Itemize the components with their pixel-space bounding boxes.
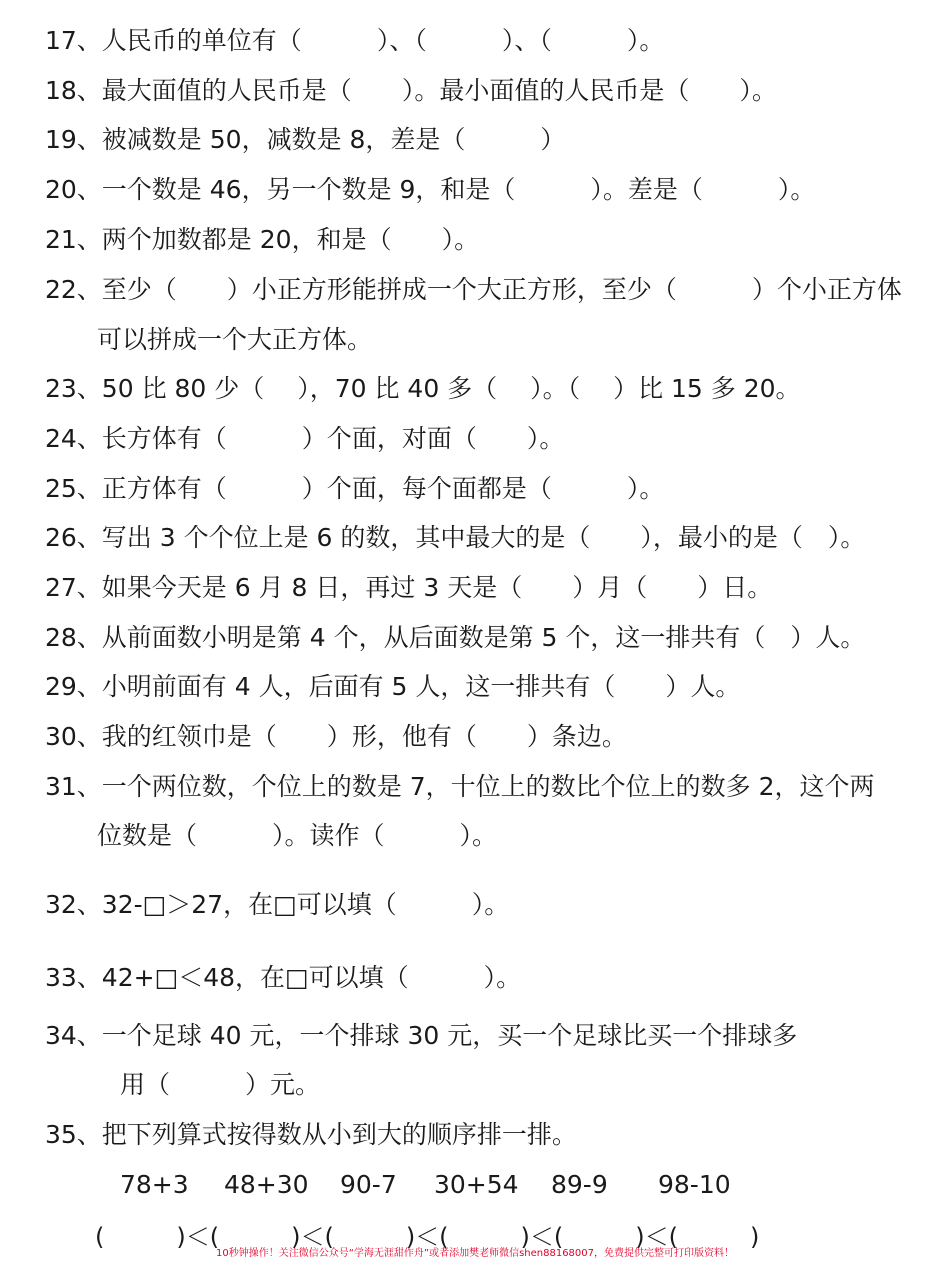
question-34: 34、一个足球 40 元，一个排球 30 元，买一个足球比买一个排球多: [45, 1021, 798, 1050]
question-29: 29、小明前面有 4 人，后面有 5 人，这一排共有（ ）人。: [45, 672, 741, 701]
question-31-continuation: 位数是（ ）。读作（ ）。: [97, 821, 498, 850]
question-33: 33、42+□＜48，在□可以填（ ）。: [45, 963, 522, 992]
question-22-continuation: 可以拼成一个大正方体。: [97, 325, 373, 354]
question-17: 17、人民币的单位有（ ）、（ ）、（ ）。: [45, 26, 665, 55]
question-23: 23、50 比 80 少（ ），70 比 40 多（ ）。（ ）比 15 多 20。: [45, 374, 801, 403]
question-24: 24、长方体有（ ）个面，对面（ ）。: [45, 424, 565, 453]
expression-item: 48+30: [224, 1170, 309, 1199]
question-25: 25、正方体有（ ）个面，每个面都是（ ）。: [45, 474, 665, 503]
expression-item: 78+3: [120, 1170, 189, 1199]
question-20: 20、一个数是 46，另一个数是 9，和是（ ）。差是（ ）。: [45, 175, 816, 204]
expression-item: 30+54: [434, 1170, 519, 1199]
question-35: 35、把下列算式按得数从小到大的顺序排一排。: [45, 1120, 577, 1149]
expression-item: 98-10: [658, 1170, 731, 1199]
question-34-continuation: 用（ ）元。: [120, 1070, 321, 1099]
expression-item: 89-9: [551, 1170, 608, 1199]
question-18: 18、最大面值的人民币是（ ）。最小面值的人民币是（ ）。: [45, 76, 777, 105]
question-31: 31、一个两位数，个位上的数是 7，十位上的数比个位上的数多 2，这个两: [45, 772, 875, 801]
question-22: 22、至少（ ）小正方形能拼成一个大正方形，至少（ ）个小正方体: [45, 275, 902, 304]
question-30: 30、我的红领巾是（ ）形，他有（ ）条边。: [45, 722, 627, 751]
expression-item: 90-7: [340, 1170, 397, 1199]
question-32: 32、32-□＞27，在□可以填（ ）。: [45, 890, 510, 919]
question-26: 26、写出 3 个个位上是 6 的数，其中最大的是（ ），最小的是（ ）。: [45, 523, 866, 552]
question-19: 19、被减数是 50，减数是 8，差是（ ）: [45, 125, 566, 154]
question-21: 21、两个加数都是 20，和是（ ）。: [45, 225, 480, 254]
answer-order-row: ( )＜( )＜( )＜( )＜( )＜( ): [95, 1223, 760, 1251]
question-28: 28、从前面数小明是第 4 个，从后面数是第 5 个，这一排共有（ ）人。: [45, 623, 866, 652]
question-27: 27、如果今天是 6 月 8 日，再过 3 天是（ ）月（ ）日。: [45, 573, 773, 602]
promo-footer: 10秒钟操作！关注微信公众号“学海无涯甜作舟”或者添加樊老师微信shen88168007，免费提供完整可打印版资料！: [215, 1248, 735, 1259]
